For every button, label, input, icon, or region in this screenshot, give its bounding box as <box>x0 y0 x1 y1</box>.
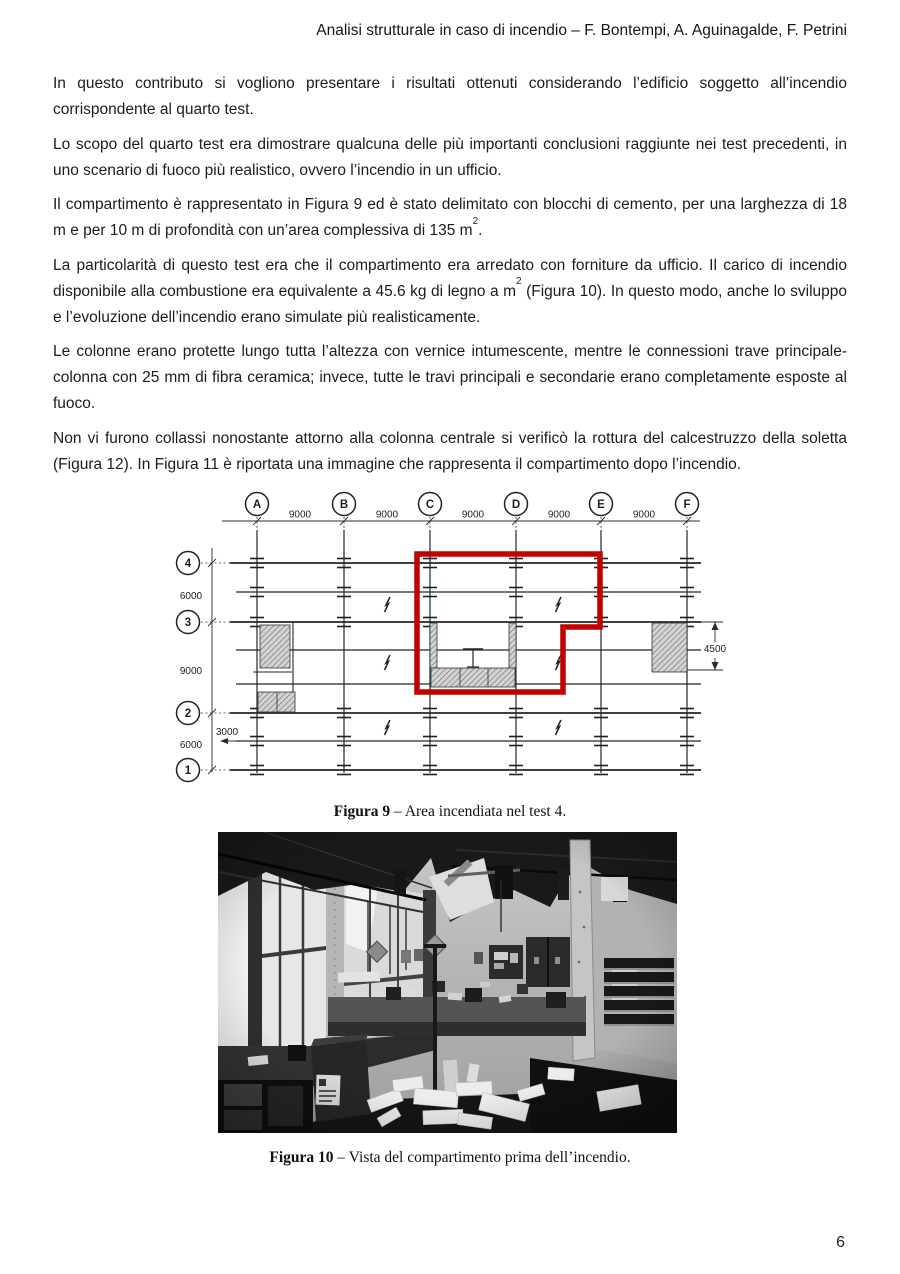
running-header: Analisi strutturale in caso di incendio – F. Bontempi, A. Aguinagalde, F. Petrini <box>316 22 847 39</box>
paragraph-3: Il compartimento è rappresentato in Figura 9 ed è stato delimitato con blocchi di cemento, per una larghezza di 18 m e per 10 m di profondità con un’area complessiva di 135 $m^2$. <box>53 196 847 239</box>
grid-number-label: 1 <box>184 765 192 777</box>
structural-grid <box>230 530 701 773</box>
paragraph-6: Non vi furono collassi nonostante attorno alla colonna centrale si verificò la rottura del calcestruzzo della soletta (Figura 12). In Figura 11 è riportata una immagine che rappresenta il compartimento dopo l’incendio. <box>53 429 847 473</box>
dimension-label: 9000 <box>179 666 203 677</box>
grid-letter-label: E <box>597 499 605 511</box>
superscript: 2 <box>516 276 522 288</box>
paragraph-2: Lo scopo del quarto test era dimostrare qualcuna delle più importanti conclusioni raggiunte nei test precedenti, in uno scenario di fuoco più realistico, ovvero l’incendio in un ufficio. <box>53 135 847 179</box>
dimension-label: 4500 <box>703 644 727 655</box>
figure10-photo <box>218 832 677 1133</box>
grid-bubbles <box>177 493 699 782</box>
grid-letter-label: F <box>683 499 691 511</box>
dimension-label: 9000 <box>461 509 485 521</box>
paragraph-4: La particolarità di questo test era che il compartimento era arredato con forniture da ufficio. Il carico di incendio disponibile alla combustione era equivalente a 45.6 kg di legno a $m^2$ (Figura 10). In questo modo, anche lo sviluppo e l’evoluzione dell’incendio erano simulate più realisticamente. <box>53 256 848 326</box>
dimension-label: 6000 <box>179 740 203 751</box>
grid-letter-label: C <box>425 499 435 511</box>
dimension-label: 3000 <box>215 727 239 738</box>
dimension-label: 9000 <box>547 509 571 521</box>
grid-number-label: 2 <box>184 708 192 720</box>
body-text <box>53 71 847 486</box>
grid-letter-label: D <box>511 499 521 511</box>
dimension-label: 9000 <box>288 509 312 521</box>
dimension-label: 9000 <box>632 509 656 521</box>
figure10-caption: Figura 10 – Vista del compartimento prima dell’incendio. <box>269 1149 631 1166</box>
page-number: 6 <box>836 1234 845 1251</box>
grid-letter-label: A <box>252 499 262 511</box>
photo-vignette <box>218 832 677 1133</box>
grid-number-label: 3 <box>184 617 192 629</box>
grid-letter-label: B <box>339 499 349 511</box>
paragraph-1: In questo contributo si vogliono presentare i risultati ottenuti considerando l’edificio soggetto all’incendio corrispondente al quarto test. <box>53 75 847 118</box>
dimension-label: 6000 <box>179 591 203 602</box>
paragraph-5: Le colonne erano protette lungo tutta l’altezza con vernice intumescente, mentre le connessioni trave principale-colonna con 25 mm di fibra ceramica; invece, tutte le travi principali e secondarie erano completamente esposte al fuoco. <box>53 343 847 412</box>
dimension-label: 9000 <box>375 509 399 521</box>
grid-number-label: 4 <box>184 558 192 570</box>
figure9-caption: Figura 9 – Area incendiata nel test 4. <box>333 803 567 820</box>
superscript: 2 <box>472 215 479 227</box>
figure9-plan-drawing <box>170 480 750 800</box>
